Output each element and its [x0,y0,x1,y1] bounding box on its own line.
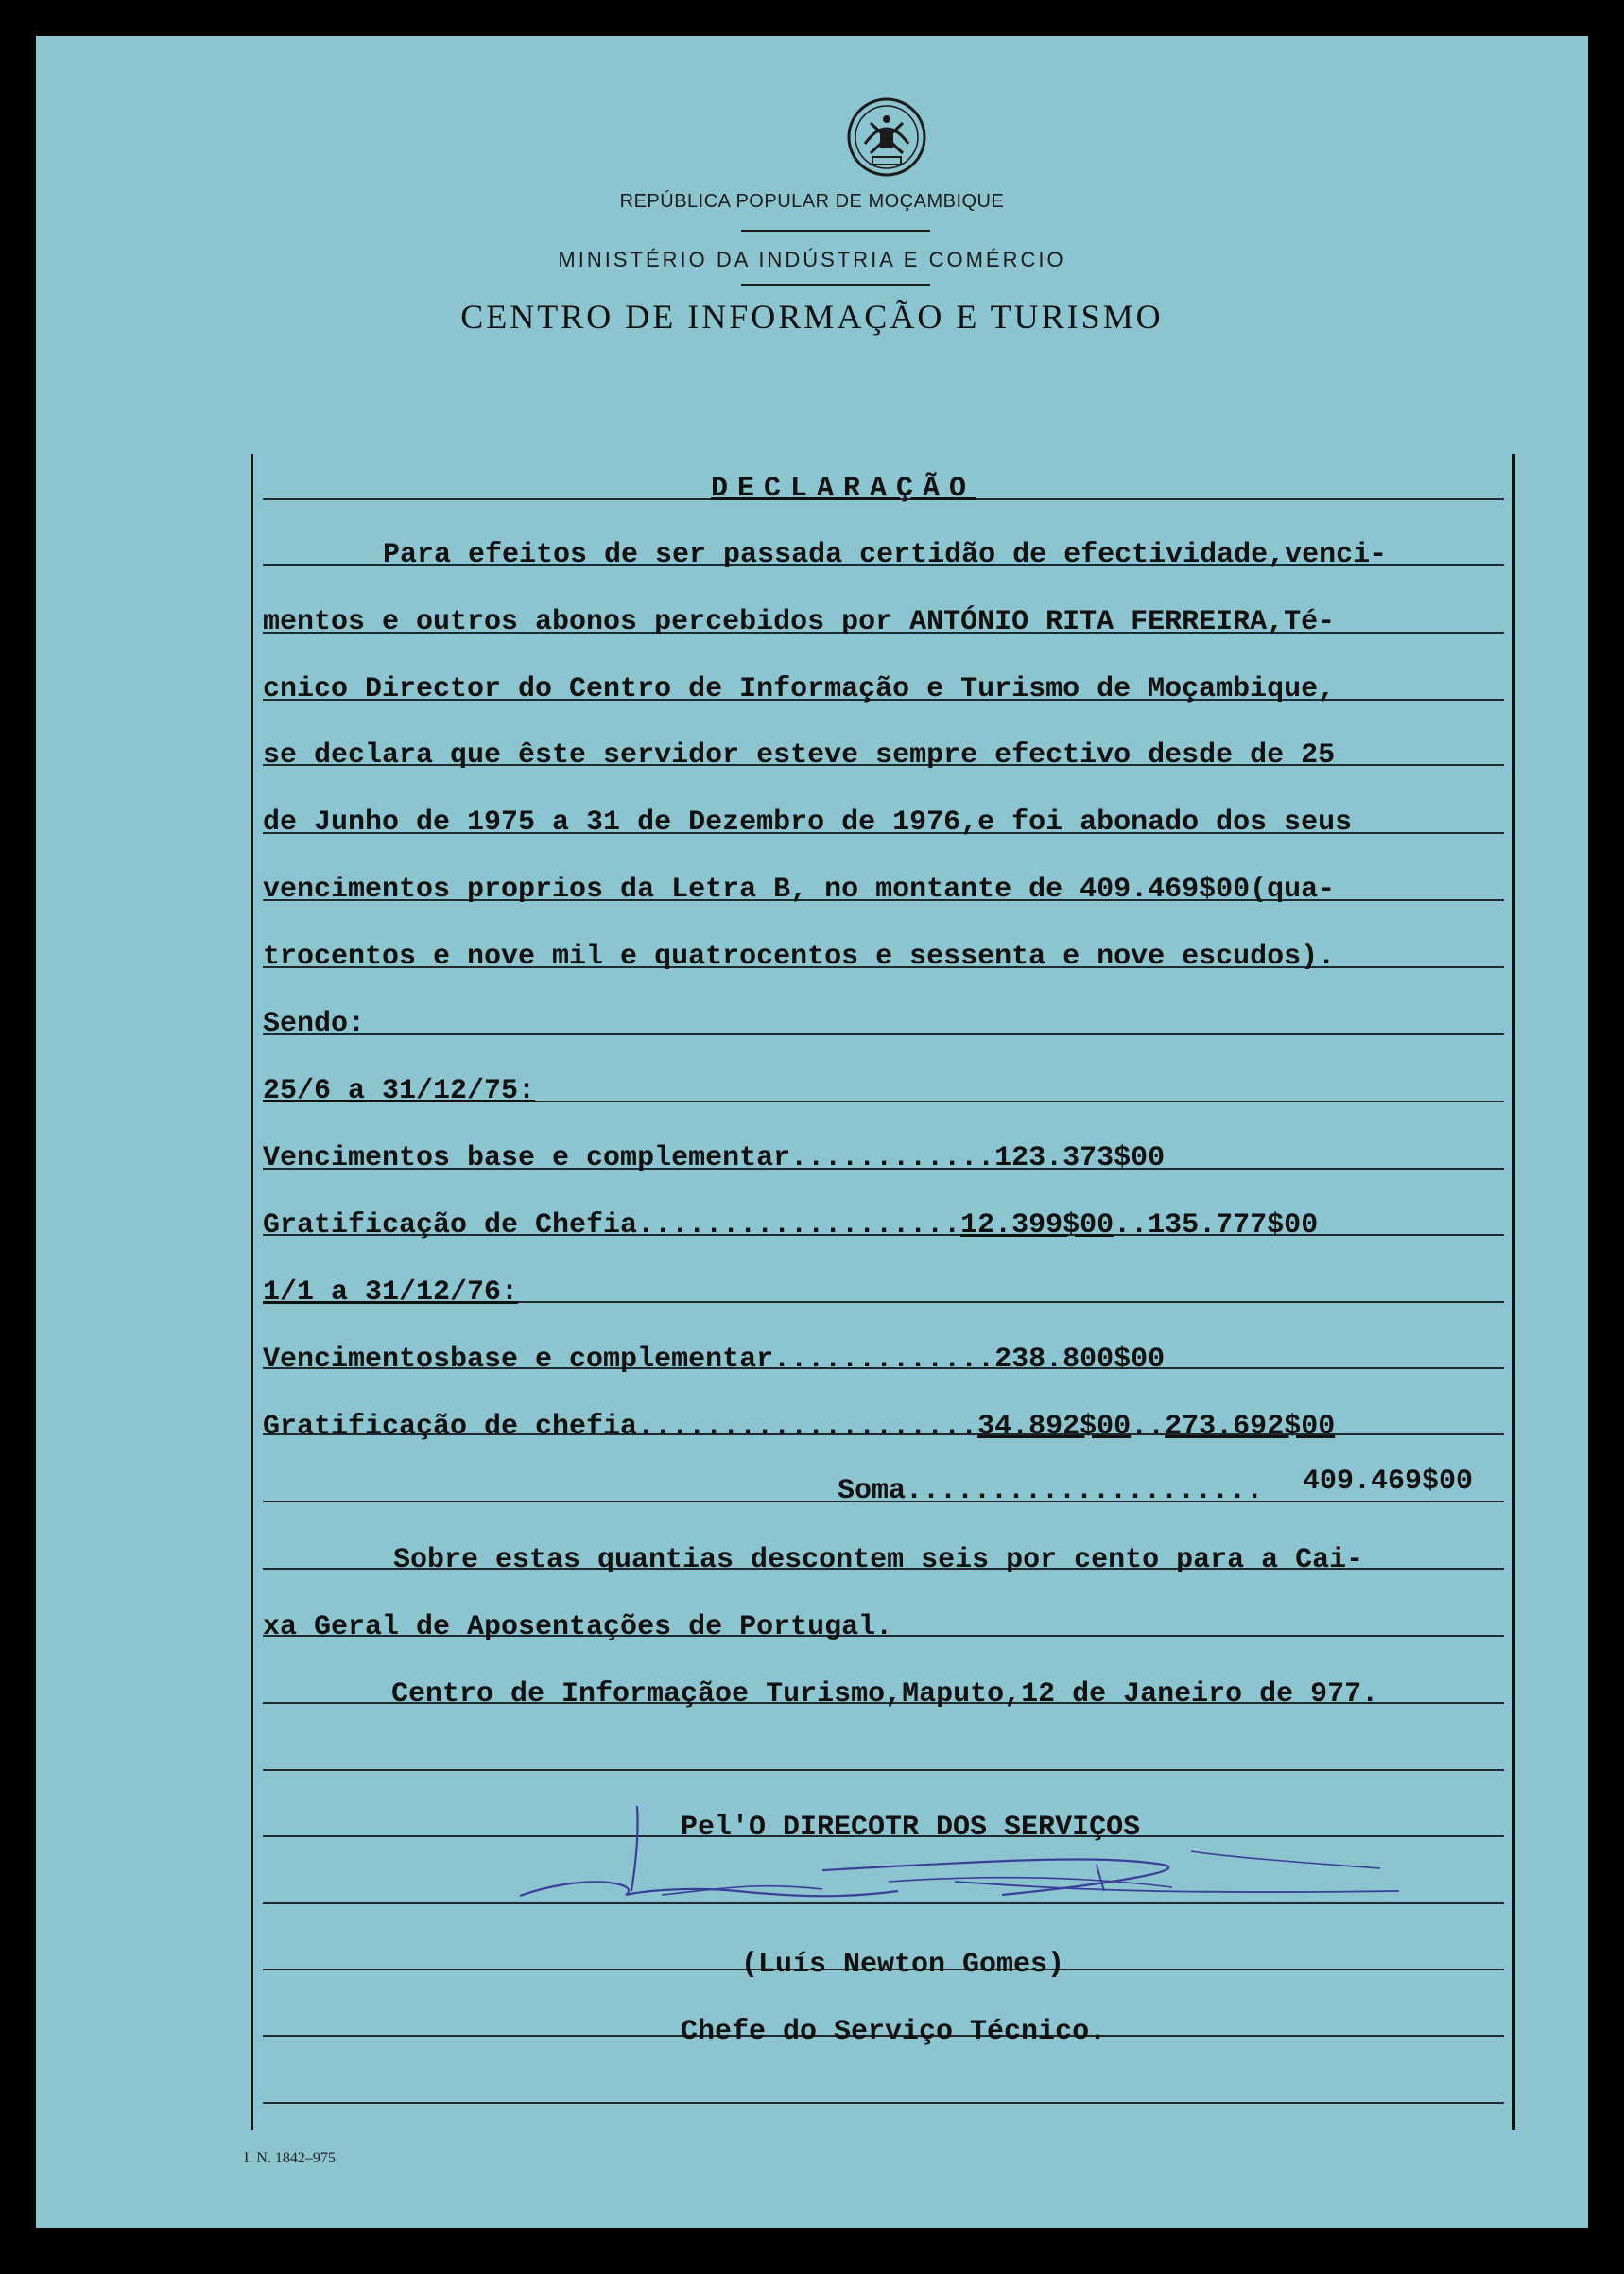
discount-line: xa Geral de Aposentações de Portugal. [263,1611,893,1643]
paragraph-line: Para efeitos de ser passada certidão de efectividade,venci- [383,539,1388,571]
soma-line [838,1477,1263,1505]
ruled-line [263,2102,1504,2104]
discount-line: Sobre estas quantias descontem seis por cento para a Cai- [393,1544,1364,1576]
bonus-amount: 12.399$00 [960,1209,1114,1241]
place-date-line: Centro de Informaçãoe Turismo,Maputo,12 de Janeiro de 977. [391,1678,1379,1710]
paragraph-line: se declara que êste servidor esteve sempre efectivo desde de 25 [263,739,1336,772]
period-1-salary-line: Vencimentos base e complementar............123.373$00 [263,1142,1166,1174]
grand-total: 409.469$00 [1303,1466,1474,1498]
header-divider [741,230,930,232]
print-code: I. N. 1842–975 [244,2150,336,2166]
ruled-line [263,1033,1504,1035]
signatory-role: Chefe do Serviço Técnico. [681,2016,1107,2048]
period-1-bonus-line [263,1211,1318,1240]
left-margin-line [251,454,253,2130]
period-2-total: 273.692$00 [1165,1411,1336,1443]
document-title: DECLARAÇÃO [711,473,976,505]
ruled-line [263,1769,1504,1771]
bonus-label: Gratificação de Chefia................... [263,1209,961,1241]
period-2-bonus-line [263,1413,1335,1441]
period-2-heading: 1/1 a 31/12/76: [263,1276,519,1309]
paragraph-line: trocentos e nove mil e quatrocentos e sessenta e nove escudos). [263,941,1336,973]
signatory-name: (Luís Newton Gomes) [741,1949,1065,1981]
bonus-label: Gratificação de chefia.................... [263,1411,978,1443]
sendo-label: Sendo: [263,1008,366,1040]
right-margin-line [1512,454,1515,2130]
ministry-heading: MINISTÉRIO DA INDÚSTRIA E COMÉRCIO [558,248,1066,271]
paragraph-line: vencimentos proprios da Letra B, no montante de 409.469$00(qua- [263,874,1336,906]
for-director-line: Pel'O DIRECOTR DOS SERVIÇOS [681,1812,1141,1844]
paragraph-line: cnico Director do Centro de Informação e Turismo de Moçambique, [263,673,1336,705]
header-divider [741,284,930,286]
period-1-total: ..135.777$00 [1114,1209,1319,1241]
handwritten-signature [510,1797,1418,1919]
period-1-heading: 25/6 a 31/12/75: [263,1075,536,1107]
centre-heading: CENTRO DE INFORMAÇÃO E TURISMO [460,298,1164,336]
paragraph-line: mentos e outros abonos percebidos por ANTÓNIO RITA FERREIRA,Té- [263,606,1336,638]
period-2-salary-line: Vencimentosbase e complementar.............238.800$00 [263,1344,1166,1376]
coat-of-arms-emblem [844,95,929,180]
bonus-amount: 34.892$00 [977,1411,1132,1443]
separator-dots: .. [1131,1411,1166,1443]
paragraph-line: de Junho de 1975 a 31 de Dezembro de 1976,e foi abonado dos seus [263,807,1353,839]
republic-heading: REPÚBLICA POPULAR DE MOÇAMBIQUE [619,191,1005,212]
soma-label: Soma..................... [838,1475,1264,1507]
